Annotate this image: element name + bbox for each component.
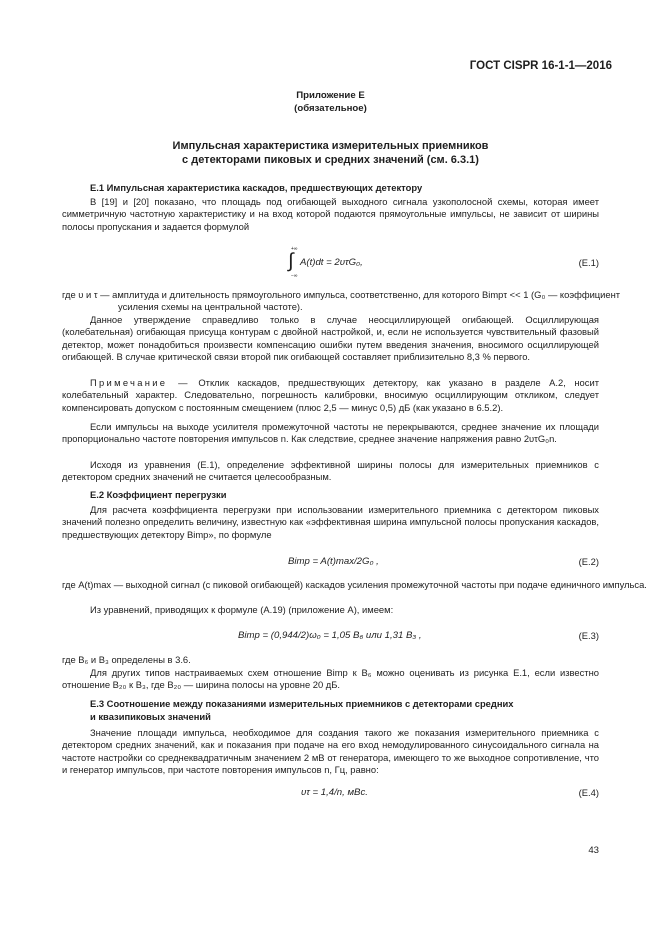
document-standard-header: ГОСТ CISPR 16-1-1—2016 — [469, 60, 612, 72]
appendix-title: Приложение Е — [296, 90, 365, 101]
section-e1-where: где υ и τ — амплитуда и длительность прямоугольного импульса, соответственно, для которого Bimpτ << 1 (G₀ — коэффициент усиления схемы на центральной частоте). — [62, 289, 621, 313]
formula-e3-expression: Bimp = (0,944/2)ω₀ = 1,05 B₆ или 1,31 B₃ , — [238, 630, 422, 641]
section-e2-paragraph-1: Для расчета коэффициента перегрузки при использовании измерительного приемника с детектором пиковых значений полезно определить величину, известную как «эффективная ширина импульсной полосы пропускания каскадов, предшествующих детектору Bimp», по формуле — [62, 504, 599, 540]
section-e3-heading-line1: Е.3 Соотношение между показаниями измерительных приемников с детекторами средних — [90, 698, 514, 709]
formula-e4-expression: υτ = 1,4/n, мВс. — [301, 787, 368, 798]
appendix-status: (обязательное) — [294, 103, 367, 114]
section-e1-paragraph-1: В [19] и [20] показано, что площадь под огибающей выходного сигнала узкополосной схемы, которая имеет симметричную частотную характеристику и на вход которой подаются прямоугольные импульсы, не зависит от ширины полосы пропускания и задается формулой — [62, 196, 599, 232]
section-e1-note — [62, 377, 599, 414]
section-e1-paragraph-4: Исходя из уравнения (Е.1), определение эффективной ширины полосы для измерительных приемников с детектором средних значений не считается целесообразным. — [62, 459, 599, 483]
section-e2-heading: Е.2 Коэффициент перегрузки — [90, 489, 227, 500]
main-title-line2: с детекторами пиковых и средних значений (см. 6.3.1) — [182, 154, 479, 166]
section-e2-where-2: где B₆ и B₃ определены в 3.6. — [62, 654, 191, 665]
section-e1-heading: Е.1 Импульсная характеристика каскадов, предшествующих детектору — [90, 182, 423, 193]
main-title-line1: Импульсная характеристика измерительных приемников — [172, 140, 489, 152]
note-text: Отклик каскадов, предшествующих детектору, как указано в разделе А.2, носит колебательный характер. Следовательно, погрешность калибровки, вносимую осциллирующим откликом, следует компенсировать допуском с постоянным смещением (плюс 2,5 — минус 0,5) дБ (как указано в 6.5.2). — [62, 377, 599, 413]
integral-sign-icon: ∫ — [288, 250, 294, 272]
section-e1-paragraph-3: Если импульсы на выходе усилителя промежуточной частоты не перекрываются, среднее значение их площади пропорционально частоте повторения импульсов n. Как следствие, среднее значение напряжения равно 2υτG₀n. — [62, 421, 599, 445]
formula-e2-expression: Bimp = A(t)max/2G₀ , — [288, 556, 379, 567]
section-e2-paragraph-3: Для других типов настраиваемых схем отношение Bimp к B₆ можно оценивать из рисунка Е.1, если известно отношение B₂₀ к B₃, где B₂₀ — ширина полосы на уровне 20 дБ. — [62, 667, 599, 691]
page-number: 43 — [588, 845, 599, 856]
section-e2-where-1: где A(t)max — выходной сигнал (с пиковой огибающей) каскадов усиления промежуточной частоты при подаче единичного импульса. — [62, 579, 647, 590]
integral-upper-limit: +∞ — [291, 246, 298, 252]
formula-e3-number: (E.3) — [578, 630, 599, 641]
formula-e4-number: (E.4) — [578, 787, 599, 798]
note-label: Примечание — — [90, 377, 190, 388]
section-e3-heading-line2: и квазипиковых значений — [90, 711, 211, 722]
formula-e1-expression: A(t)dt = 2υτG₀, — [300, 257, 363, 268]
integral-lower-limit: −∞ — [291, 273, 298, 279]
section-e3-paragraph-1: Значение площади импульса, необходимое для создания такого же показания измерительного приемника с детектором средних значений, как и показания при подаче на его вход немодулированного синусоидального сигнала на частоте настройки со среднеквадратичным значением 2 мВ от генератора, имеющего то же выходное сопротивление, что и генератор импульсов, при частоте повторения импульсов n, Гц, равно: — [62, 727, 599, 776]
section-e2-paragraph-2: Из уравнений, приводящих к формуле (А.19) (приложение А), имеем: — [90, 604, 394, 615]
formula-e2-number: (E.2) — [578, 556, 599, 567]
section-e1-paragraph-2: Данное утверждение справедливо только в случае неосциллирующей огибающей. Осциллирующая (колебательная) огибающая присуща контурам с двойной настройкой, и, если не используется чувствительный фазовый детектор, может понадобиться произвести компенсацию ошибки путем введения значения, вносимого осциллирующей огибающей. В случае критической связи второй пик огибающей составляет приблизительно 8,3 % первого. — [62, 314, 599, 363]
formula-e1-number: (E.1) — [578, 257, 599, 268]
